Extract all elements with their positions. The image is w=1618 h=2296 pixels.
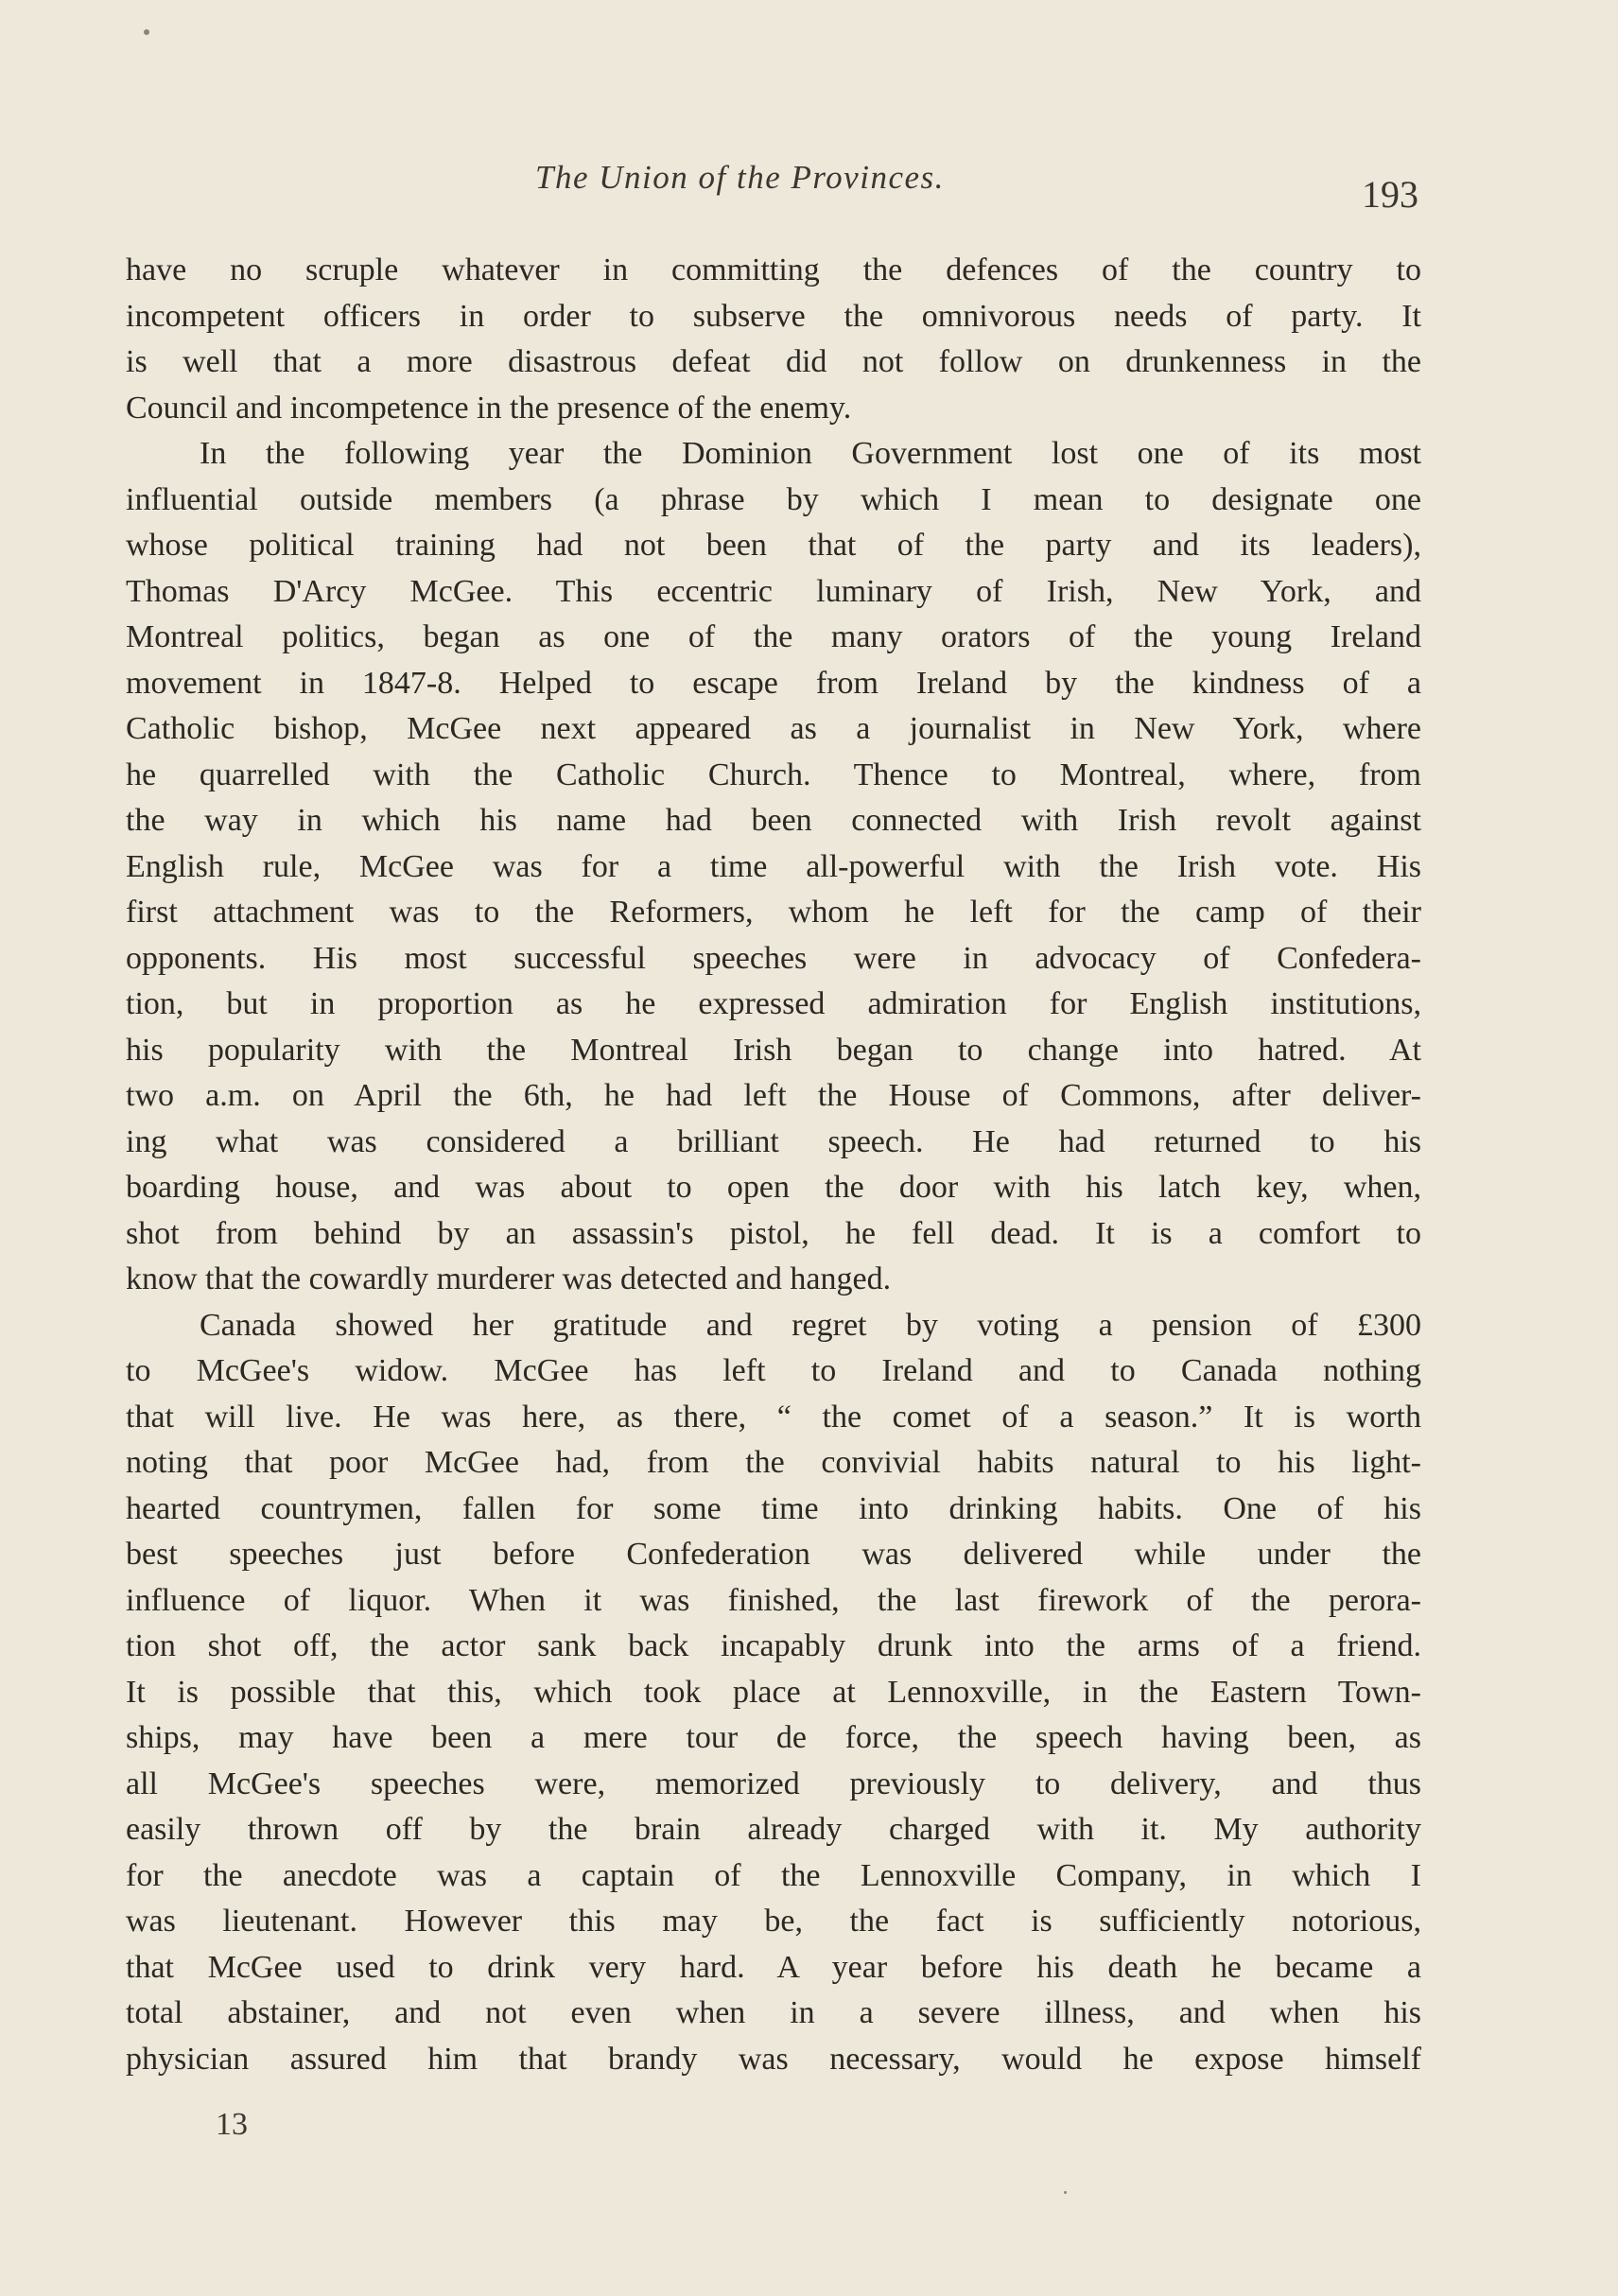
page-speck bbox=[144, 29, 149, 35]
text-line: his popularity with the Montreal Irish began to change into hatred. At bbox=[126, 1032, 1421, 1068]
text-line: Council and incompetence in the presence of the enemy. bbox=[126, 390, 852, 426]
text-line: tion shot off, the actor sank back incapably drunk into the arms of a friend. bbox=[126, 1628, 1421, 1663]
text-line: ing what was considered a brilliant speech. He had returned to his bbox=[126, 1123, 1421, 1159]
text-line: was lieutenant. However this may be, the fact is sufficiently notorious, bbox=[126, 1904, 1421, 1939]
text-line: influential outside members (a phrase by which I mean to designate one bbox=[126, 481, 1421, 517]
text-line: Canada showed her gratitude and regret by voting a pension of £300 bbox=[200, 1307, 1421, 1343]
text-line: shot from behind by an assassin's pistol, he fell dead. It is a comfort to bbox=[126, 1215, 1421, 1251]
text-line: have no scruple whatever in committing the defences of the country to bbox=[126, 252, 1421, 287]
text-line: opponents. His most successful speeches were in advocacy of Confedera- bbox=[126, 940, 1421, 976]
text-line: first attachment was to the Reformers, whom he left for the camp of their bbox=[126, 895, 1421, 930]
text-line: best speeches just before Confederation was delivered while under the bbox=[126, 1537, 1421, 1572]
text-line: influence of liquor. When it was finished, the last firework of the perora- bbox=[126, 1582, 1421, 1618]
text-line: noting that poor McGee had, from the convivial habits natural to his light- bbox=[126, 1445, 1421, 1480]
paragraph-1 bbox=[126, 248, 1421, 431]
text-line: to McGee's widow. McGee has left to Ireland and to Canada nothing bbox=[126, 1353, 1421, 1388]
paragraph-3 bbox=[126, 1303, 1421, 2083]
signature-mark: 13 bbox=[216, 2107, 248, 2142]
text-line: Catholic bishop, McGee next appeared as a journalist in New York, where bbox=[126, 711, 1421, 746]
text-line: tion, but in proportion as he expressed admiration for English institutions, bbox=[126, 986, 1421, 1021]
text-line: incompetent officers in order to subserve the omnivorous needs of party. It bbox=[126, 298, 1421, 334]
text-line: all McGee's speeches were, memorized previously to delivery, and thus bbox=[126, 1765, 1421, 1801]
text-line: ships, may have been a mere tour de force, the speech having been, as bbox=[126, 1720, 1421, 1755]
text-line: total abstainer, and not even when in a severe illness, and when his bbox=[126, 1995, 1421, 2030]
text-line: It is possible that this, which took place at Lennoxville, in the Eastern Town- bbox=[126, 1674, 1421, 1710]
text-line: English rule, McGee was for a time all-powerful with the Irish vote. His bbox=[126, 848, 1421, 884]
text-line: hearted countrymen, fallen for some time into drinking habits. One of his bbox=[126, 1490, 1421, 1526]
text-line: for the anecdote was a captain of the Lennoxville Company, in which I bbox=[126, 1857, 1421, 1893]
paragraph-2 bbox=[126, 431, 1421, 1303]
text-line: is well that a more disastrous defeat did not follow on drunkenness in the bbox=[126, 344, 1421, 379]
text-line: that McGee used to drink very hard. A year before his death he became a bbox=[126, 1949, 1421, 1985]
text-line: that will live. He was here, as there, “ the comet of a season.” It is worth bbox=[126, 1399, 1421, 1435]
text-line: Thomas D'Arcy McGee. This eccentric luminary of Irish, New York, and bbox=[126, 573, 1421, 609]
text-line: movement in 1847-8. Helped to escape from Ireland by the kindness of a bbox=[126, 665, 1421, 701]
text-line: two a.m. on April the 6th, he had left the House of Commons, after deliver- bbox=[126, 1078, 1421, 1113]
body-text bbox=[126, 248, 1421, 2082]
text-line: whose political training had not been that of the party and its leaders), bbox=[126, 528, 1421, 563]
text-line: know that the cowardly murderer was detected and hanged. bbox=[126, 1261, 892, 1296]
page-number: 193 bbox=[1362, 173, 1418, 216]
text-line: easily thrown off by the brain already charged with it. My authority bbox=[126, 1812, 1421, 1847]
text-line: In the following year the Dominion Government lost one of its most bbox=[200, 436, 1421, 471]
running-title: The Union of the Provinces. bbox=[535, 159, 945, 196]
text-line: physician assured him that brandy was necessary, would he expose himself bbox=[126, 2041, 1421, 2077]
text-line: Montreal politics, began as one of the many orators of the young Ireland bbox=[126, 619, 1421, 654]
page-speck bbox=[1064, 2191, 1067, 2194]
text-line: he quarrelled with the Catholic Church. Thence to Montreal, where, from bbox=[126, 757, 1421, 792]
text-line: the way in which his name had been connected with Irish revolt against bbox=[126, 803, 1421, 838]
running-head bbox=[0, 159, 1618, 216]
text-line: boarding house, and was about to open the door with his latch key, when, bbox=[126, 1170, 1421, 1205]
